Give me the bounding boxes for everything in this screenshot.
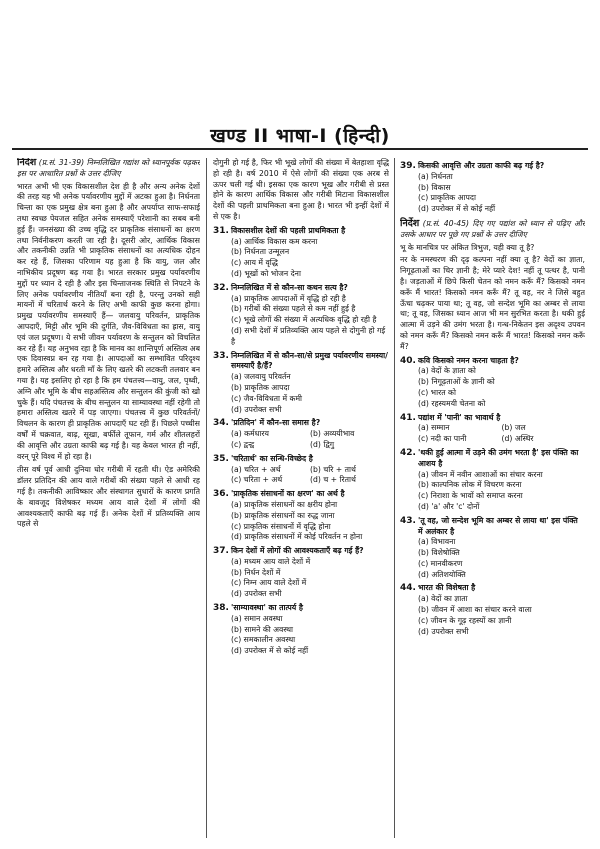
question-stem — [400, 161, 585, 172]
answer-option: (a) चरित + अर्थ — [231, 464, 281, 474]
answer-option: (b) प्राकृतिक संसाधनों का रुद्ध जाना — [231, 510, 335, 520]
question-text: 'साम्यावस्था' का तात्पर्य है — [231, 603, 303, 613]
column-divider — [394, 158, 395, 838]
question-stem — [213, 489, 389, 500]
passage-paragraph: दोगुनी हो गई है, फिर भी भूखे लोगों की संख्या में बेतहाशा वृद्धि हो रही है। वर्ष 2010 में ऐसे लोगों की संख्या एक अरब से ऊपर चली गई थी। इसका एक कारण भूख और गरीबी से प्रस्त होने के कारण आर्थिक विकास और गरीबी मिटाना विकासशील देशों की पहली प्राथमिकता बना हुआ है। भारत भी इन्हीं देशों में से एक है। — [213, 158, 389, 221]
answer-option: (b) गरीबों की संख्या पहले से कम नहीं हुई है — [231, 304, 356, 314]
answer-option: (d) उपरोक्त सभी — [231, 404, 282, 414]
answer-option: (d) रहस्यमयी चेतना को — [418, 398, 486, 408]
question — [400, 161, 585, 215]
answer-option-row — [213, 475, 389, 486]
instruction-label: निर्देश — [400, 217, 420, 229]
answer-option: (c) मानवीकरण — [418, 558, 463, 568]
answer-option: (c) निम्न आय वाले देशों में — [231, 578, 307, 588]
answer-option: (a) कर्मधारय — [231, 429, 269, 439]
answer-option: (d) अतिशयोक्ति — [418, 569, 466, 579]
question-stem — [213, 283, 389, 294]
answer-option: (b) जीवन में आशा का संचार करने वाला — [418, 605, 532, 615]
question-text: निम्नलिखित में से कौन-सा/से प्रमुख पर्यावरणीय समस्या/समस्याएँ है/हैं? — [231, 350, 388, 371]
question — [400, 413, 585, 445]
question-number: 37. — [213, 546, 229, 557]
answer-option: (d) उपरोक्त में से कोई नहीं — [418, 204, 496, 214]
answer-option: (b) प्राकृतिक आपदा — [231, 382, 290, 392]
question-stem — [400, 413, 585, 424]
question-text: कवि किसको नमन करना चाहता है? — [418, 355, 519, 365]
column-2 — [213, 158, 389, 837]
answer-option: (b) सामने की अवस्था — [231, 624, 294, 634]
answer-option: (d) प्राकृतिक संसाधनों में कोई परिवर्तन न होना — [231, 532, 363, 542]
question-text: विकासशील देशों की पहली प्राथमिकता है — [231, 225, 346, 235]
answer-option: (a) प्राकृतिक आपदाओं में वृद्धि हो रही है — [231, 293, 346, 303]
question — [213, 226, 389, 280]
answer-option: (c) निराशा के भावों को समाप्त करना — [418, 491, 523, 501]
answer-option: (a) सम्मान — [418, 423, 450, 433]
instruction — [400, 219, 585, 241]
question-list — [400, 161, 585, 215]
answer-option: (b) निर्धनता उन्मूलन — [231, 247, 290, 257]
column-1 — [17, 158, 200, 837]
answer-option: (c) भारत को — [418, 387, 456, 397]
answer-option-row — [213, 440, 389, 451]
instruction-label: निर्देश — [17, 158, 37, 168]
question-text: 'चरितार्थ' का सन्धि-विच्छेद है — [231, 453, 313, 463]
question-stem — [400, 448, 585, 470]
header-divider — [12, 148, 588, 150]
answer-option: (a) जलवायु परिवर्तन — [231, 372, 291, 382]
instruction-text: (प्र.सं. 31-39) निम्नलिखित गद्यांश को ध्यानपूर्वक पढ़कर इस पर आधारित प्रश्नों के उत्तर दीजिए — [17, 158, 200, 178]
poem-text: नर के नमस्चरण की दृढ़ कल्पना नहीं क्या तू है? वेदों का ज्ञाता, निगूढ़ताओं का चिर ज्ञानी है; मेरे प्यारे देश! नहीं तू पत्थर है, पानी है। जड़ताओं में छिपे किसी चेतन को नमन करूँ मैं? किसको नमन करूँ मैं भारत! किसको नमन करूँ मैं? तू वह, नर ने जिसे बहुत ऊँचा चढ़कर पाया था; तू वह, जो सन्देश भूमि का अम्बर से लाया था; तू वह, जिसका ध्यान आज भी मन सुरभित करता है। थकी हुई आत्मा में उड़ने की उमंग भरता है। गन्ध-निकेतन इस अदृश्य उपवन को नमन करूँ मैं? किसको नमन करूँ मैं भारत! किसको नमन करूँ मैं? — [400, 255, 585, 351]
answer-option: (c) प्राकृतिक आपदा — [418, 193, 476, 203]
answer-option: (c) चरिता + अर्थ — [231, 475, 283, 485]
question-number: 33. — [213, 350, 229, 361]
answer-option: (d) उपरोक्त सभी — [418, 626, 469, 636]
question-stem — [213, 603, 389, 614]
answer-option: (b) जल — [501, 423, 526, 433]
question-number: 34. — [213, 418, 229, 429]
question-text: 'थकी हुई आत्मा में उड़ने की उमंग भरता है' इस पंक्ति का आशय है — [418, 447, 579, 468]
answer-option: (a) वेदों का ज्ञाता — [418, 594, 468, 604]
answer-option: (a) मध्यम आय वाले देशों में — [231, 556, 311, 566]
question-stem — [213, 226, 389, 237]
question-number: 31. — [213, 225, 229, 236]
question-stem — [400, 583, 585, 594]
question-text: किन देशों में लोगों की आवश्यकताएँ बढ़ गई हैं? — [231, 546, 364, 556]
question — [400, 356, 585, 410]
section-title: खण्ड II भाषा-I (हिन्दी) — [210, 125, 390, 147]
question-text: किसकी आवृत्ति और उग्रता काफी बढ़ गई है? — [418, 161, 545, 170]
question-text: 'प्रतिदिन' में कौन-सा समास है? — [231, 418, 321, 428]
question-number: 43. — [400, 515, 416, 526]
answer-option-row — [400, 434, 585, 445]
question — [400, 583, 585, 637]
question-number: 35. — [213, 453, 229, 464]
question-number: 38. — [213, 603, 229, 614]
poem-intro: भू के मानचित्र पर अंकित त्रिभुज, यही क्या तू है? — [400, 242, 535, 252]
question-list — [400, 356, 585, 638]
answer-option: (b) निर्धन देशों में — [231, 567, 281, 577]
passage-paragraph: भारत अभी भी एक विकासशील देश ही है और अन्य अनेक देशों की तरह यह भी अनेक पर्यावरणीय मुद्दों में अटका हुआ है। निर्धनता चिन्ता का एक प्रमुख क्षेत्र बना हुआ है और अपर्याप्त साफ-सफाई तथा स्वच्छ पेयजल सहित अनेक समस्याएँ परेशानी का सबब बनी हुई हैं। जनसंख्या की उच्च वृद्धि दर प्राकृतिक संसाधनों का क्षरण तथा निर्वनीकरण करती जा रही है। दूसरी ओर, आर्थिक विकास और तकनीकी उन्नति भी प्राकृतिक संसाधनों का अत्यधिक दोहन कर रहे हैं, जिसका परिणाम यह हुआ है कि वायु, जल और नाभिकीय प्रदूषण बढ़ गया है। भारत सरकार प्रमुख पर्यावरणीय मुद्दों पर ध्यान दे रही है और इस चिन्ताजनक स्थिति से निपटने के लिए अनेक पर्यावरणीय नीतियाँ बना रही है, परन्तु उनको सही मायनों में चरितार्थ करने के लिए अभी काफी कुछ करना होगा। प्रमुख पर्यावरणीय समस्याएँ हैं— जलवायु परिवर्तन, प्राकृतिक आपदाएँ, मिट्टी और भूमि की दुर्गति, जैव-विविधता का ह्रास, वायु एवं जल प्रदूषण। ये सभी जीवन पर्यावरण के सन्तुलन को विचलित कर रहे हैं। यह अनुभव रहा है कि मानव का शान्तिपूर्ण अस्तित्व अब एक दिवास्वप्न बन रह गया है। आपदाओं का सम्भावित परिदृश्य हमारे अस्तित्व और धरती माँ के लिए खतरे की लटकती तलवार बन गया है। यह इसलिए हो रहा है कि हम पंचतत्त्व—वायु, जल, पृथ्वी, अग्नि और भूमि के बीच सहअस्तित्व और सन्तुलन की कुंजी को खो चुके हैं। यदि पंचतत्त्व के बीच सन्तुलन या साम्यावस्था नहीं रहेगी तो हमारा अस्तित्व खतरे में पड़ जाएगा। पंचतत्त्व में कुछ परिवर्तनों/विचलन के कारण ही प्राकृतिक आपदाएँ घट रही हैं। पिछले पच्चीस वर्षों में चक्रवात, बाढ़, सूखा, बर्फीले तूफान, गर्म और शीतलहरों की आवृत्ति और उग्रता काफी बढ़ गई है। यह केवल भारत ही नहीं, वरन् पूरे विश्व में हो रहा है। — [17, 181, 200, 461]
question-text: 'तू वह, जो सन्देश भूमि का अम्बर से लाया था' इस पंक्ति में अलंकार है — [418, 515, 578, 536]
question — [213, 283, 389, 348]
answer-option: (a) प्राकृतिक संसाधनों का क्षरीय होना — [231, 499, 338, 509]
question-stem — [213, 418, 389, 429]
answer-option: (c) प्राकृतिक संसाधनों में वृद्धि होना — [231, 521, 331, 531]
question — [213, 418, 389, 450]
answer-option: (c) भूखे लोगों की संख्या में अत्यधिक वृद्धि हो रही है — [231, 315, 377, 325]
answer-option: (c) समकालीन अवस्था — [231, 635, 296, 645]
answer-option: (d) उपरोक्त सभी — [231, 589, 282, 599]
question-number: 32. — [213, 282, 229, 293]
answer-option: (c) नदी का पानी — [418, 434, 467, 444]
question — [400, 448, 585, 513]
question-list — [213, 226, 389, 657]
answer-option: (d) उपरोक्त में से कोई नहीं — [231, 646, 309, 656]
answer-option: (a) वेदों के ज्ञाता को — [418, 366, 476, 376]
question — [213, 603, 389, 657]
column-divider — [206, 158, 207, 838]
answer-option: (b) चरि + तार्थ — [310, 464, 356, 474]
question-stem — [400, 516, 585, 538]
answer-option-row — [213, 465, 389, 476]
instruction-text: (प्र.सं. 40-45) दिए गए पद्यांश को ध्यान से पढ़िए और उसके आधार पर पूछे गए प्रश्नों के उत्तर दीजिए — [400, 218, 585, 239]
answer-option: (c) जैव-विविधता में कमी — [231, 393, 303, 403]
answer-option: (b) काल्पनिक लोक में विचरण करना — [418, 480, 522, 490]
answer-option: (d) च + रितार्थ — [310, 475, 356, 485]
question-number: 42. — [400, 447, 416, 458]
answer-option: (a) निर्धनता — [418, 171, 453, 181]
column-3 — [400, 158, 585, 837]
question-text: भारत की विशेषता है — [418, 583, 476, 593]
answer-option: (d) 'a' और 'c' दोनों — [418, 501, 480, 511]
question-number: 40. — [400, 355, 416, 366]
answer-option: (d) अस्थिर — [501, 434, 534, 444]
question — [213, 546, 389, 600]
answer-option-row — [213, 429, 389, 440]
question — [213, 351, 389, 416]
answer-option: (d) सभी देशों में प्रतिव्यक्ति आय पहले से दोगुनी हो गई है — [231, 325, 386, 346]
answer-option: (a) समान अवस्था — [231, 613, 283, 623]
answer-option: (d) द्विगु — [310, 439, 335, 449]
answer-option: (b) निगूढ़ताओं के ज्ञानी को — [418, 377, 495, 387]
question-stem — [400, 356, 585, 367]
answer-option-row — [400, 423, 585, 434]
answer-option: (c) द्वन्द्व — [231, 439, 255, 449]
question — [213, 489, 389, 543]
question-number: 36. — [213, 489, 229, 500]
answer-option: (d) भूखों को भोजन देना — [231, 268, 301, 278]
question-number: 39. — [400, 161, 416, 171]
question — [213, 454, 389, 486]
answer-option: (b) अव्ययीभाव — [310, 429, 355, 439]
question — [400, 516, 585, 581]
question-stem — [213, 351, 389, 373]
answer-option: (a) आर्थिक विकास कम करना — [231, 236, 318, 246]
answer-option: (a) जीवन में नवीन आशाओं का संचार करना — [418, 469, 543, 479]
question-text: पद्यांश में 'पानी' का भावार्थ है — [418, 412, 501, 422]
question-stem — [213, 546, 389, 557]
question-number: 41. — [400, 412, 416, 423]
answer-option: (b) विकास — [418, 182, 451, 192]
question-number: 44. — [400, 583, 416, 594]
answer-option: (a) विभावना — [418, 537, 456, 547]
question-stem — [213, 454, 389, 465]
instruction — [17, 158, 200, 180]
answer-option: (c) आय में वृद्धि — [231, 258, 278, 268]
answer-option: (b) विशेषोक्ति — [418, 548, 460, 558]
question-text: 'प्राकृतिक संसाधनों का क्षरण' का अर्थ है — [231, 489, 345, 499]
passage-paragraph: तीस वर्ष पूर्व आधी दुनिया घोर गरीबी में रहती थी। ऐड अमेरिकी डॉलर प्रतिदिन की आय वाले गरीबों की संख्या पहले से आधी रह गई है। तकनीकी आविष्कार और संस्थागत सुधारों के कारण प्रगति के बावजूद विशेषकर मध्यम आय वाले देशों में लोगों की आवश्यकताएँ काफी बढ़ गई हैं। अनेक देशों में प्रतिव्यक्ति आय पहले से — [17, 465, 200, 529]
question-text: निम्नलिखित में से कौन-सा कथन सत्य है? — [231, 282, 348, 292]
answer-option: (c) जीवन के गूढ़ रहस्यों का ज्ञानी — [418, 615, 512, 625]
